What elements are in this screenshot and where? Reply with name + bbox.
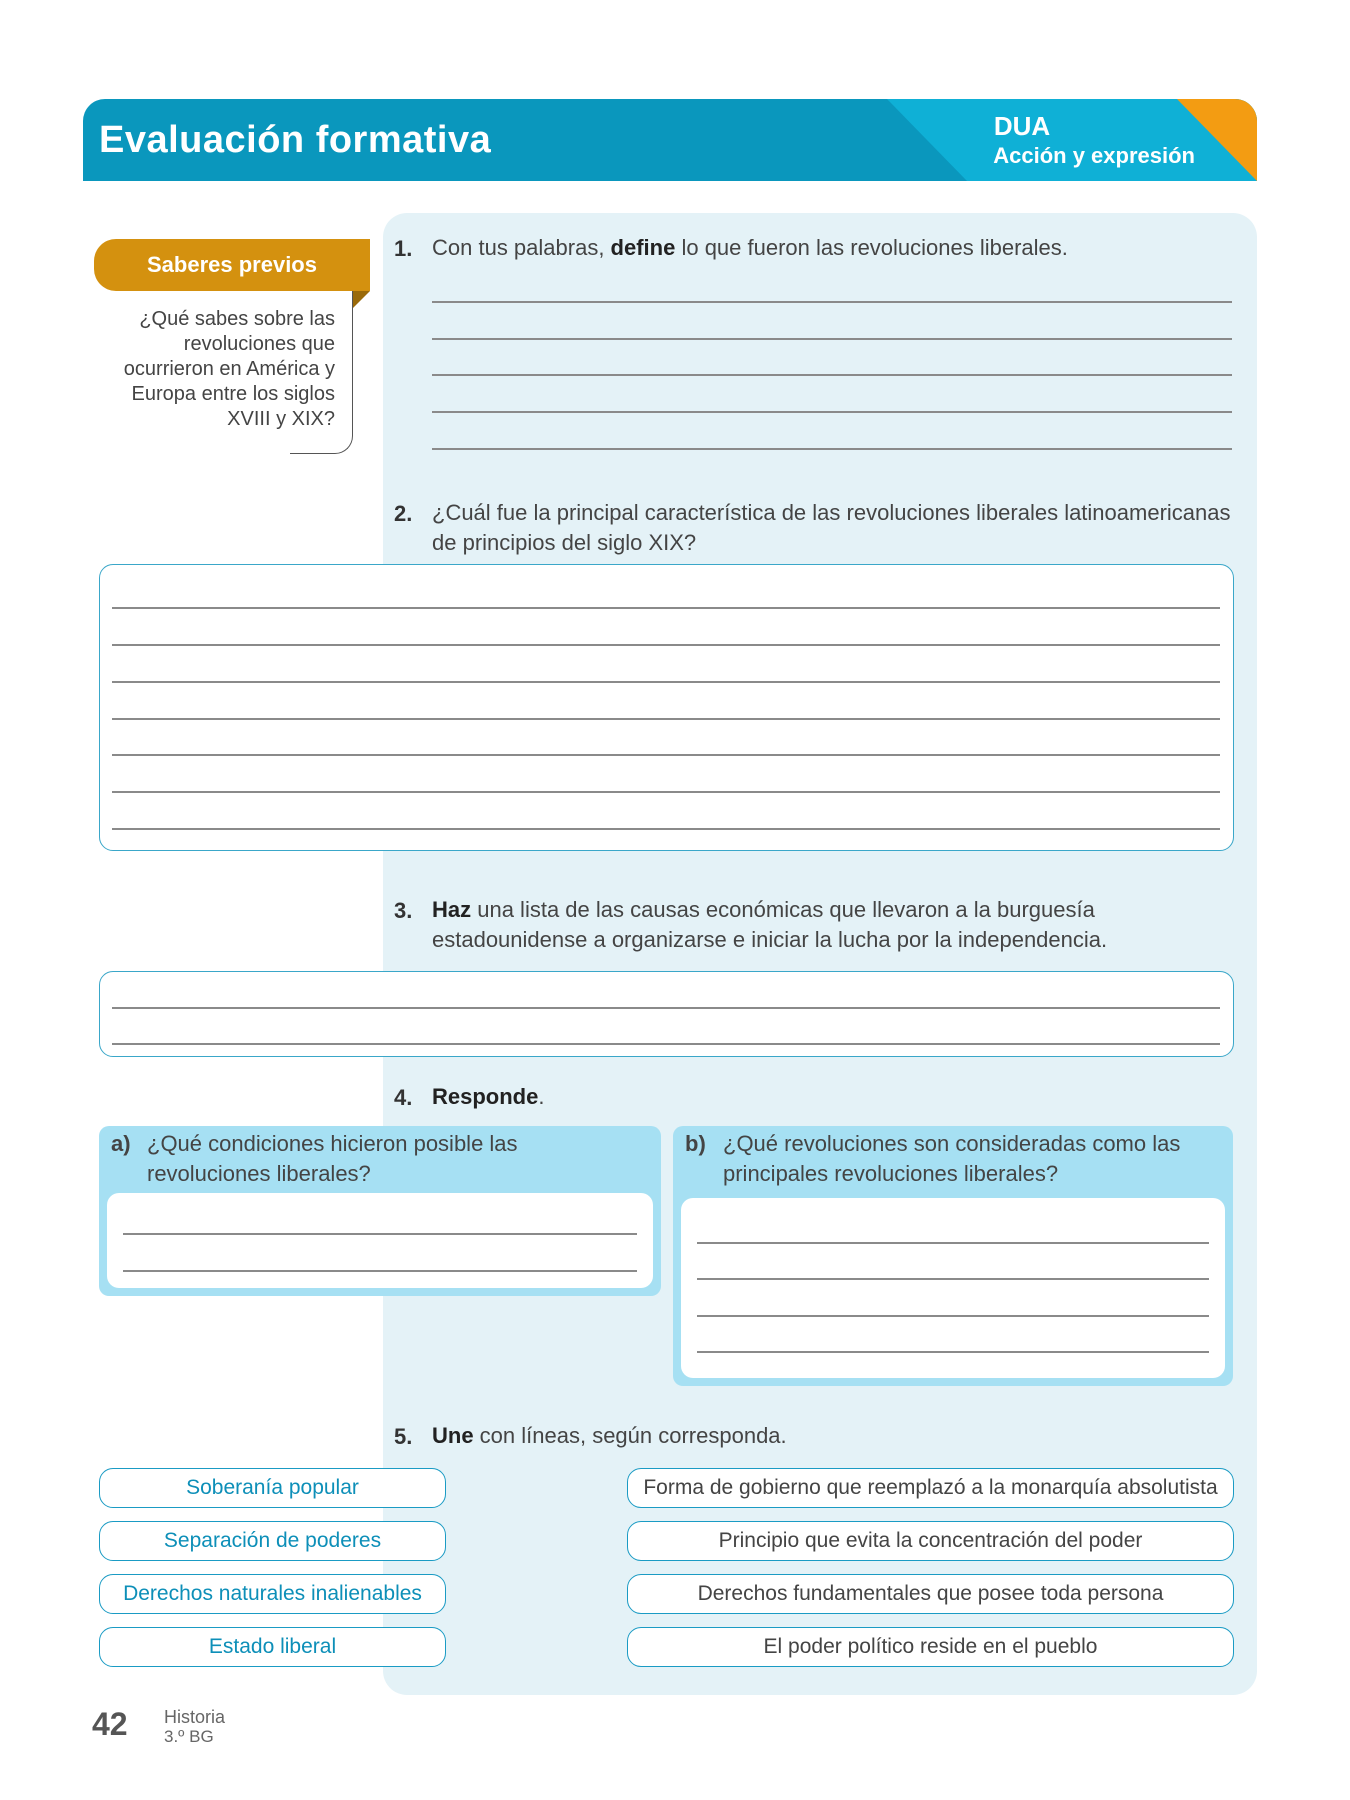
q2-answer-line [112,828,1220,830]
q4a-text: ¿Qué condiciones hicieron posible las revoluciones liberales? [147,1131,518,1186]
q3-answer-line [112,1043,1220,1045]
q5-text: Une con líneas, según corresponda. [432,1423,787,1448]
q2-answer-line [112,791,1220,793]
q1-answer-line-2[interactable] [432,338,1232,340]
q5-number: 5. [394,1424,413,1449]
q4a-answer-line [123,1270,637,1272]
q4-text: Responde. [432,1084,545,1109]
footer-subject: Historia [164,1707,226,1727]
q2-answer-line [112,681,1220,683]
match-right-item[interactable]: Principio que evita la concentración del poder [627,1521,1234,1561]
q2-answer-box[interactable] [99,564,1234,851]
tab-fold [352,291,370,309]
q2-answer-line [112,718,1220,720]
match-right-item[interactable]: Derechos fundamentales que posee toda persona [627,1574,1234,1614]
q3-text: Haz una lista de las causas económicas que llevaron a la burguesía estadounidense a organizarse e iniciar la lucha por la independencia. [432,897,1108,952]
q4b-answer-line [697,1315,1209,1317]
q4b-panel [673,1126,1233,1386]
match-left-item[interactable]: Estado liberal [99,1627,446,1667]
match-right-item[interactable]: El poder político reside en el pueblo [627,1627,1234,1667]
match-left-item[interactable]: Separación de poderes [99,1521,446,1561]
q4b-text: ¿Qué revoluciones son consideradas como las principales revoluciones liberales? [723,1131,1181,1186]
section-header [83,99,1257,181]
saberes-previos-label: Saberes previos [147,252,317,277]
q4a-answer-box[interactable] [107,1193,653,1288]
match-left-item[interactable]: Soberanía popular [99,1468,446,1508]
q2-text: ¿Cuál fue la principal característica de las revoluciones liberales latinoamericanas de principios del siglo XIX? [432,500,1231,555]
q4a-panel [99,1126,661,1296]
q2-answer-line [112,754,1220,756]
q2-number: 2. [394,501,413,526]
match-right-item[interactable]: Forma de gobierno que reemplazó a la monarquía absolutista [627,1468,1234,1508]
page-title: Evaluación formativa [99,119,492,161]
q3-answer-box[interactable] [99,971,1234,1057]
page-number: 42 [92,1706,128,1742]
q4-number: 4. [394,1085,413,1110]
q4b-label: b) [685,1131,706,1156]
q4b-answer-line [697,1351,1209,1353]
q1-answer-line-4[interactable] [432,411,1232,413]
q1-answer-line-5[interactable] [432,448,1232,450]
q4a-answer-line [123,1233,637,1235]
q4b-answer-line [697,1242,1209,1244]
dua-subtitle: Acción y expresión [993,143,1195,168]
q2-answer-line [112,644,1220,646]
dua-title: DUA [993,111,1051,141]
match-left-item[interactable]: Derechos naturales inalienables [99,1574,446,1614]
q1-answer-line-3[interactable] [432,374,1232,376]
footer-grade: 3.º BG [164,1727,214,1746]
q3-number: 3. [394,898,413,923]
q4b-answer-line [697,1278,1209,1280]
saberes-previos-text: ¿Qué sabes sobre las revoluciones que ocurrieron en América y Europa entre los siglos XVIII y XIX? [123,308,335,430]
q4a-label: a) [111,1131,131,1156]
q2-answer-line [112,607,1220,609]
q1-answer-line-1[interactable] [432,301,1232,303]
q4b-answer-box[interactable] [681,1198,1225,1378]
q3-answer-line [112,1007,1220,1009]
q1-text: Con tus palabras, define lo que fueron las revoluciones liberales. [432,235,1068,260]
q1-number: 1. [394,236,413,261]
